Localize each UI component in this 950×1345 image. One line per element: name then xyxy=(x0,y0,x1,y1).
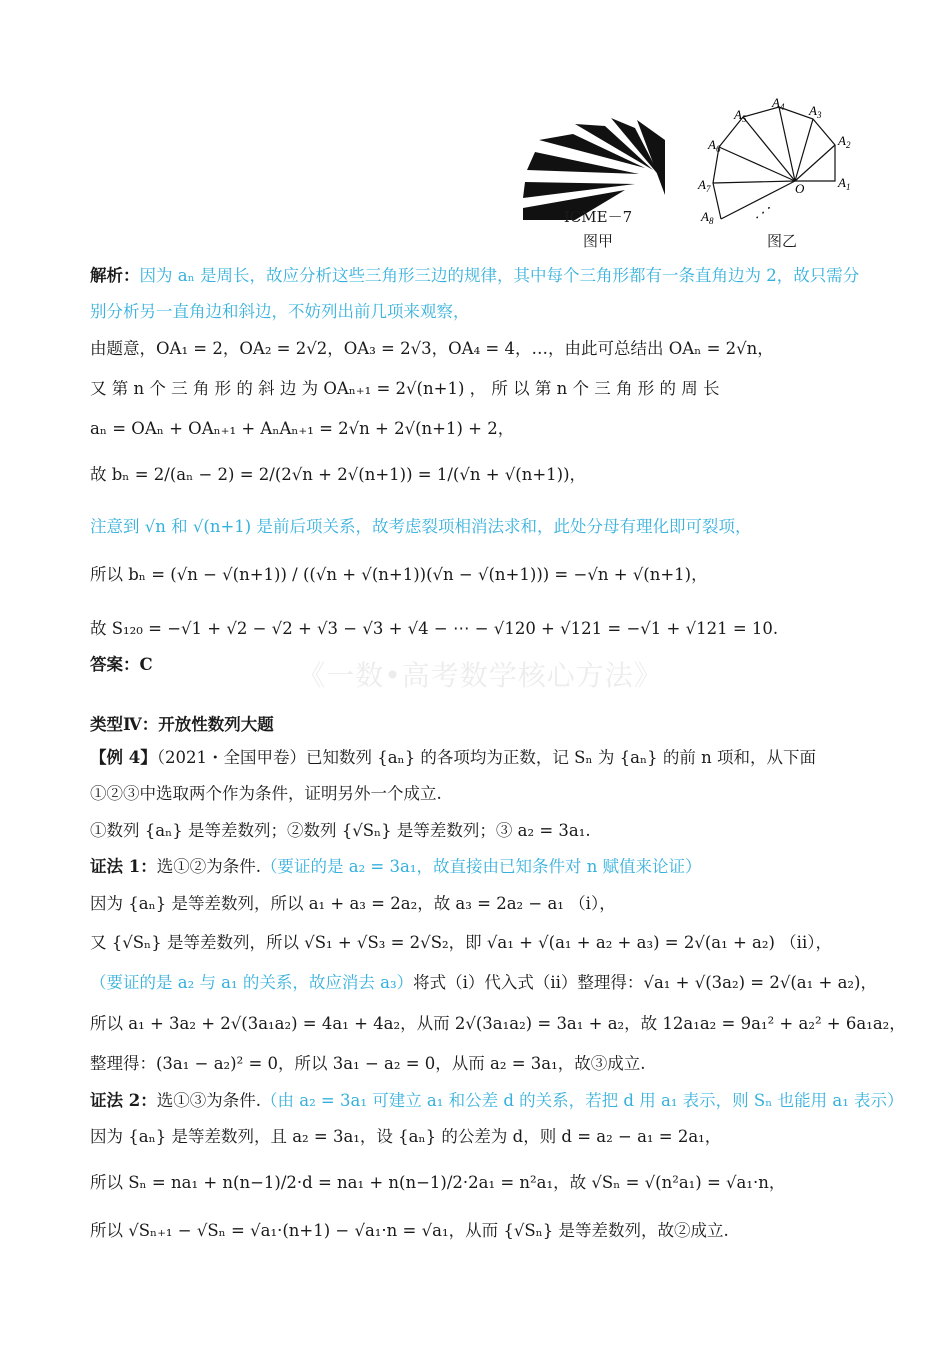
proof2-head xyxy=(90,1090,904,1112)
proof1-l5: 整理得：(3a₁ − a₂)² = 0，所以 3a₁ − a₂ = 0，从而 a₂ = 3a₁，故③成立. xyxy=(90,1054,646,1073)
point-O: O xyxy=(795,181,805,196)
figure-jia-label: ICME－7 xyxy=(563,208,633,226)
point-A1: $A_1$ xyxy=(838,175,851,192)
proof2-l3: 所以 √Sₙ₊₁ − √Sₙ = √a₁·(n+1) − √a₁·n = √a₁，从而 {√Sₙ} 是等差数列，故②成立. xyxy=(90,1221,729,1240)
conditions: ①数列 {aₙ} 是等差数列；②数列 {√Sₙ} 是等差数列；③ a₂ = 3a₁. xyxy=(90,821,591,840)
proof1-lead: 选①②为条件. xyxy=(156,857,261,876)
figure-yi-diagram xyxy=(695,95,860,230)
proof1-l3-text: 将式（i）代入式（ii）整理得：√a₁ + √(3a₂) = 2√(a₁ + a₂)， xyxy=(413,973,877,992)
proof2-l1: 因为 {aₙ} 是等差数列，且 a₂ = 3a₁，设 {aₙ} 的公差为 d，则 d = a₂ − a₁ = 2a₁， xyxy=(90,1127,722,1146)
point-A6: $A_6$ xyxy=(708,137,721,154)
point-A4: $A_4$ xyxy=(772,95,785,112)
solution-line1: 由题意，OA₁ = 2，OA₂ = 2√2，OA₃ = 2√3，OA₄ = 4，…，由此可总结出 OAₙ = 2√n， xyxy=(90,339,774,358)
proof1-head xyxy=(90,856,702,878)
point-A2: $A_2$ xyxy=(838,133,851,150)
proof1-l1: 因为 {aₙ} 是等差数列，所以 a₁ + a₃ = 2a₂，故 a₃ = 2a₂ − a₁ （i）， xyxy=(90,894,616,913)
point-A3: $A_3$ xyxy=(809,103,822,120)
point-A7: $A_7$ xyxy=(698,177,711,194)
proof2-hint: （由 a₂ = 3a₁ 可建立 a₁ 和公差 d 的关系，若把 d 用 a₁ 表示，则 Sₙ 也能用 a₁ 表示） xyxy=(260,1091,904,1110)
solution-line6: 故 S₁₂₀ = −√1 + √2 − √2 + √3 − √3 + √4 − ⋯ − √120 + √121 = −√1 + √121 = 10. xyxy=(90,619,779,638)
example-4 xyxy=(90,740,860,812)
proof1-hint: （要证的是 a₂ = 3a₁，故直接由已知条件对 n 赋值来论证） xyxy=(260,857,702,876)
section-title: 类型Ⅳ：开放性数列大题 xyxy=(90,715,274,734)
proof1-l2: 又 {√Sₙ} 是等差数列，所以 √S₁ + √S₃ = 2√S₂，即 √a₁ + √(a₁ + a₂ + a₃) = 2√(a₁ + a₂) （ii）， xyxy=(90,933,832,952)
point-A5: $A_5$ xyxy=(734,107,747,124)
solution-hint1 xyxy=(90,258,860,330)
answer: 答案：C xyxy=(90,655,153,674)
solution-hint1-text: 因为 aₙ 是周长，故应分析这些三角形三边的规律，其中每个三角形都有一条直角边为 2，故只需分别分析另一直角边和斜边，不妨列出前几项来观察， xyxy=(90,266,860,321)
example-tag: 【例 4】 xyxy=(90,748,157,767)
proof2-l2: 所以 Sₙ = na₁ + n(n−1)/2·d = na₁ + n(n−1)/2·2a₁ = n²a₁，故 √Sₙ = √(n²a₁) = √a₁·n， xyxy=(90,1173,786,1192)
solution-line2: 又 第 n 个 三 角 形 的 斜 边 为 OAₙ₊₁ = 2√(n+1) ， 所 以 第 n 个 三 角 形 的 周 长 xyxy=(90,379,720,398)
figure-jia-caption: 图甲 xyxy=(582,232,613,250)
proof1-l3-hint: （要证的是 a₂ 与 a₁ 的关系，故应消去 a₃） xyxy=(90,973,414,992)
dots: ⋰ xyxy=(755,206,769,221)
proof2-label: 证法 2： xyxy=(90,1091,157,1110)
solution-line4: 故 bₙ = 2/(aₙ − 2) = 2/(2√n + 2√(n+1)) = 1/(√n + √(n+1))， xyxy=(90,465,587,484)
proof1-label: 证法 1： xyxy=(90,857,157,876)
solution-label: 解析： xyxy=(90,266,140,285)
solution-hint2: 注意到 √n 和 √(n+1) 是前后项关系，故考虑裂项相消法求和，此处分母有理化即可裂项， xyxy=(90,517,752,536)
proof1-l3 xyxy=(90,972,877,994)
figure-jia-spiral xyxy=(515,100,675,222)
proof1-l4: 所以 a₁ + 3a₂ + 2√(3a₁a₂) = 4a₁ + 4a₂，从而 2√(3a₁a₂) = 3a₁ + a₂，故 12a₁a₂ = 9a₁² + a₂² + 6a₁a₂， xyxy=(90,1014,906,1033)
point-A8: $A_8$ xyxy=(701,209,714,226)
proof2-lead: 选①③为条件. xyxy=(156,1091,261,1110)
example-text: （2021・全国甲卷）已知数列 {aₙ} 的各项均为正数，记 Sₙ 为 {aₙ} 的前 n 项和，从下面①②③中选取两个作为条件，证明另外一个成立. xyxy=(90,748,816,803)
solution-line3: aₙ = OAₙ + OAₙ₊₁ + AₙAₙ₊₁ = 2√n + 2√(n+1) + 2， xyxy=(90,419,515,438)
solution-line5: 所以 bₙ = (√n − √(n+1)) / ((√n + √(n+1))(√n − √(n+1))) = −√n + √(n+1)， xyxy=(90,565,708,584)
figure-yi-caption: 图乙 xyxy=(766,232,797,250)
watermark: 《一数•高考数学核心方法》 xyxy=(297,659,663,692)
